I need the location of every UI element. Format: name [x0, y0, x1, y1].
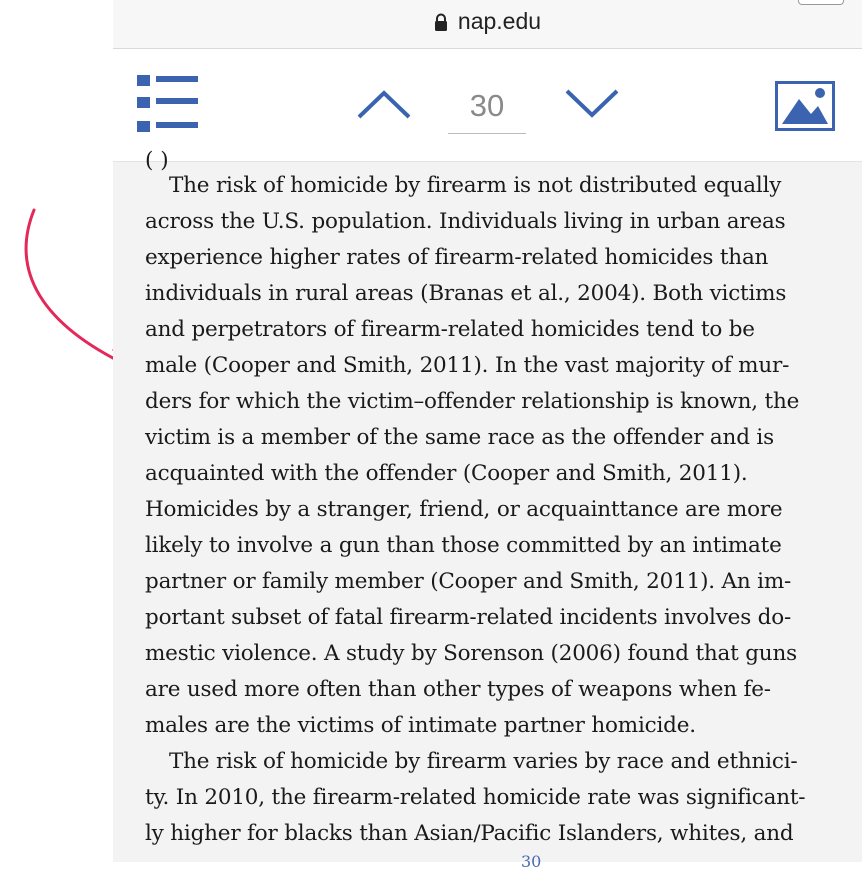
paragraph-2	[145, 744, 845, 852]
text-line: Homicides by a stranger, friend, or acquainttance are more	[145, 497, 783, 522]
text-line: ders for which the victim–offender relationship is known, the	[145, 389, 800, 414]
image-icon[interactable]	[775, 81, 835, 135]
url-text: nap.edu	[457, 8, 542, 34]
page-number-input[interactable]: 30	[448, 79, 526, 134]
browser-address-bar	[113, 0, 862, 49]
text-line: are used more often than other types of weapons when fe-	[145, 677, 771, 702]
tabs-button[interactable]	[798, 0, 844, 5]
text-line: likely to involve a gun than those committed by an intimate	[145, 533, 782, 558]
text-line: mestic violence. A study by Sorenson (2006) found that guns	[145, 641, 797, 666]
paragraph-1	[145, 168, 845, 744]
text-line: ty. In 2010, the firearm-related homicide rate was significant-	[145, 785, 806, 810]
text-line: acquainted with the offender (Cooper and Smith, 2011).	[145, 461, 748, 486]
clipped-text-line: ( )	[145, 148, 169, 173]
lock-icon	[434, 10, 448, 37]
text-line: males are the victims of intimate partner homicide.	[145, 713, 696, 738]
text-line: male (Cooper and Smith, 2011). In the vast majority of mur-	[145, 353, 790, 378]
text-line: victim is a member of the same race as the offender and is	[145, 425, 774, 450]
book-page	[113, 148, 862, 871]
footer-page-number: 30	[521, 852, 542, 871]
text-line: ly higher for blacks than Asian/Pacific Islanders, whites, and	[145, 821, 794, 846]
reader-toolbar	[113, 49, 862, 162]
text-line: The risk of homicide by firearm is not distributed equally	[169, 173, 782, 198]
text-line: portant subset of fatal firearm-related incidents involves do-	[145, 605, 792, 630]
text-line: partner or family member (Cooper and Smith, 2011). An im-	[145, 569, 792, 594]
chevron-up-icon[interactable]	[356, 87, 412, 125]
text-line: individuals in rural areas (Branas et al., 2004). Both victims	[145, 281, 787, 306]
text-line: across the U.S. population. Individuals living in urban areas	[145, 209, 786, 234]
list-icon[interactable]	[137, 75, 199, 139]
text-line: and perpetrators of firearm-related homicides tend to be	[145, 317, 755, 342]
text-line: The risk of homicide by firearm varies by race and ethnici-	[169, 749, 798, 774]
chevron-down-icon[interactable]	[564, 87, 620, 125]
text-line: experience higher rates of firearm-related homicides than	[145, 245, 769, 270]
url-display[interactable]	[113, 8, 862, 37]
